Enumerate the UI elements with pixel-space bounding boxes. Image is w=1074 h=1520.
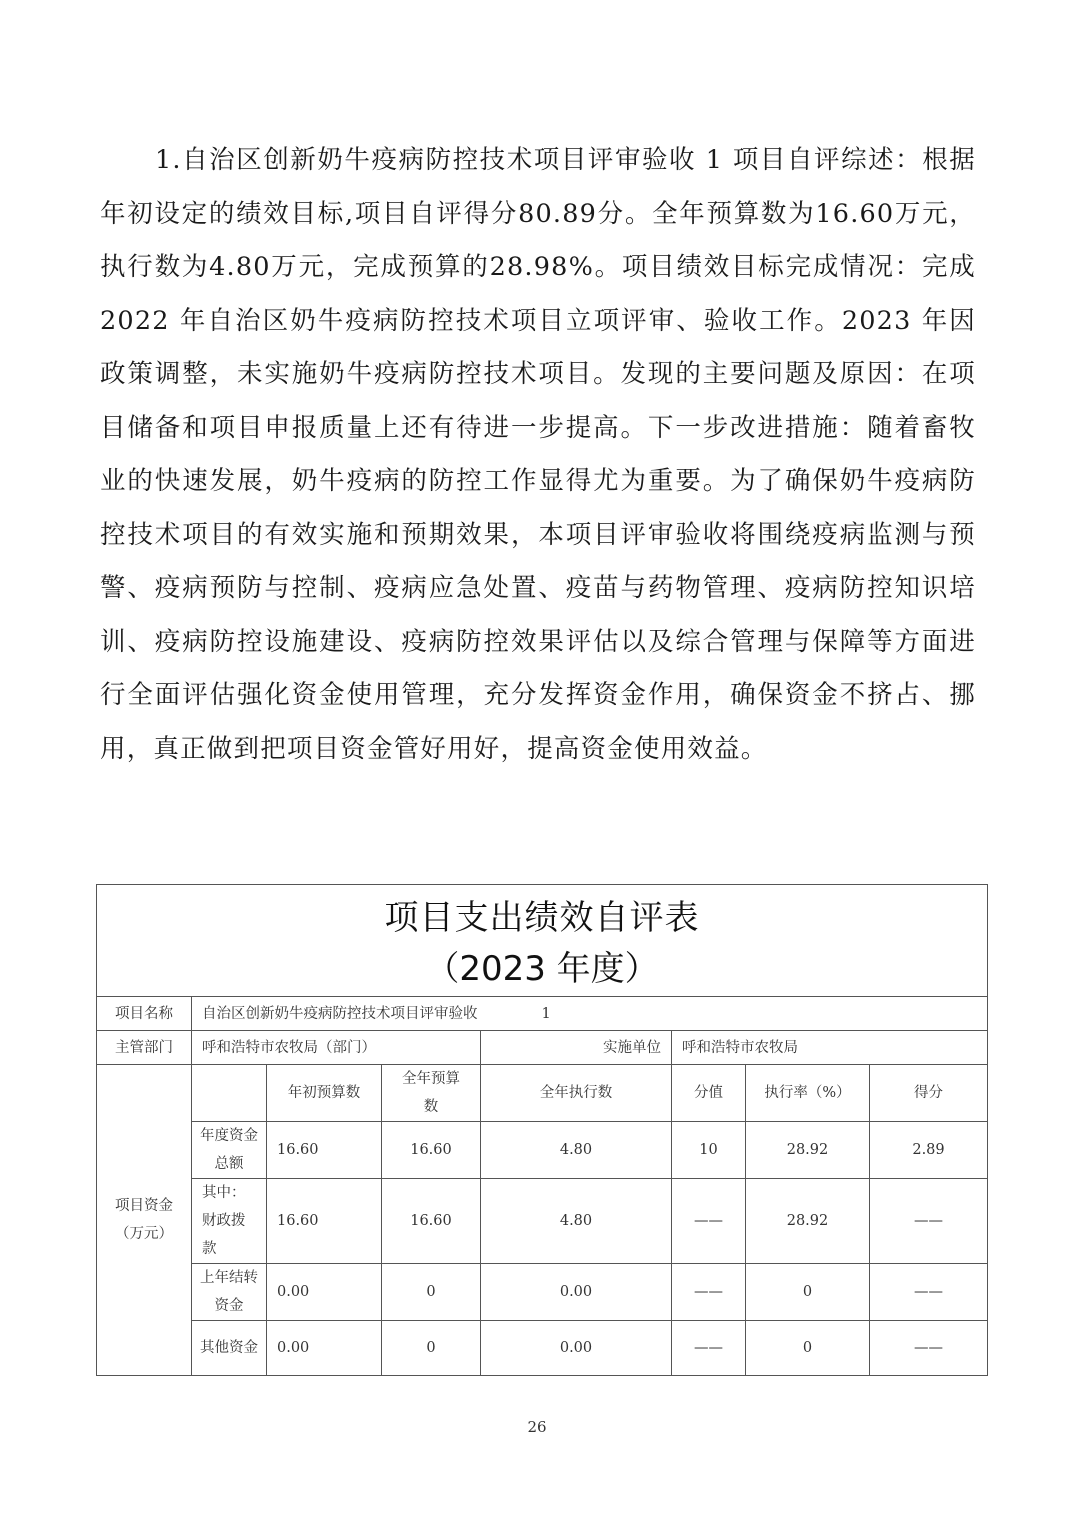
cell-score-value: ——: [672, 1264, 746, 1321]
funds-label: [97, 1065, 192, 1376]
cell-executed: 4.80: [481, 1122, 672, 1179]
funds-header-row: [97, 1065, 988, 1122]
performance-self-evaluation-table: [96, 884, 988, 1376]
cell-score: ——: [870, 1264, 988, 1321]
cell-initial: 16.60: [267, 1179, 382, 1264]
cell-annual: 0: [382, 1264, 481, 1321]
cell-annual: 16.60: [382, 1179, 481, 1264]
cell-executed: 0.00: [481, 1321, 672, 1376]
row-label: 年度资金总额: [192, 1122, 267, 1179]
header-annual-budget: 全年预算数: [382, 1065, 481, 1122]
header-initial-budget: 年初预算数: [267, 1065, 382, 1122]
summary-paragraph: 1.自治区创新奶牛疫病防控技术项目评审验收 1 项目自评综述：根据年初设定的绩效目标,项目自评得分80.89分。全年预算数为16.60万元，执行数为4.80万元，完成预算的28.98%。项目绩效目标完成情况：完成 2022 年自治区奶牛疫病防控技术项目立项评审、验收工作。2023 年因政策调整，未实施奶牛疫病防控技术项目。发现的主要问题及原因：在项目储备和项目申报质量上还有待进一步提高。下一步改进措施：随着畜牧业的快速发展，奶牛疫病的防控工作显得尤为重要。为了确保奶牛疫病防控技术项目的有效实施和预期效果，本项目评审验收将围绕疫病监测与预警、疫病预防与控制、疫病应急处置、疫苗与药物管理、疫病防控知识培训、疫病防控设施建设、疫病防控效果评估以及综合管理与保障等方面进行全面评估强化资金使用管理，充分发挥资金作用，确保资金不挤占、挪用，真正做到把项目资金管好用好，提高资金使用效益。: [100, 145, 976, 764]
table-row: [97, 1321, 988, 1376]
header-score: 得分: [870, 1065, 988, 1122]
row-label: 上年结转资金: [192, 1264, 267, 1321]
funds-label-line2: （万元）: [115, 1226, 173, 1242]
cell-initial: 16.60: [267, 1122, 382, 1179]
cell-rate: 28.92: [746, 1122, 870, 1179]
cell-score: ——: [870, 1321, 988, 1376]
row-label: 其他资金: [192, 1321, 267, 1376]
row-label: 其中：财政拨款: [192, 1179, 267, 1264]
project-name-value: 自治区创新奶牛疫病防控技术项目评审验收: [202, 1005, 478, 1022]
table-subtitle: （2023 年度）: [425, 948, 659, 989]
header-score-value: 分值: [672, 1065, 746, 1122]
header-execution-rate: 执行率（%）: [746, 1065, 870, 1122]
cell-rate: 28.92: [746, 1179, 870, 1264]
cell-executed: 4.80: [481, 1179, 672, 1264]
impl-label: 实施单位: [481, 1031, 672, 1065]
header-annual-executed: 全年执行数: [481, 1065, 672, 1122]
cell-score-value: ——: [672, 1321, 746, 1376]
project-name-value-cell: [192, 997, 988, 1031]
table-title: 项目支出绩效自评表: [384, 897, 700, 938]
dept-label: 主管部门: [97, 1031, 192, 1065]
header-blank: [192, 1065, 267, 1122]
project-name-suffix: 1: [541, 1005, 551, 1022]
cell-rate: 0: [746, 1321, 870, 1376]
dept-value: 呼和浩特市农牧局（部门）: [192, 1031, 481, 1065]
table-row: [97, 1122, 988, 1179]
cell-initial: 0.00: [267, 1264, 382, 1321]
project-name-label: 项目名称: [97, 997, 192, 1031]
page-number: 26: [527, 1418, 547, 1436]
table-row: [97, 1179, 988, 1264]
table-row: [97, 1264, 988, 1321]
department-row: [97, 1031, 988, 1065]
funds-label-line1: 项目资金: [115, 1198, 173, 1214]
cell-annual: 0: [382, 1321, 481, 1376]
impl-value: 呼和浩特市农牧局: [672, 1031, 988, 1065]
cell-rate: 0: [746, 1264, 870, 1321]
cell-executed: 0.00: [481, 1264, 672, 1321]
cell-annual: 16.60: [382, 1122, 481, 1179]
project-name-row: [97, 997, 988, 1031]
cell-score: 2.89: [870, 1122, 988, 1179]
cell-score: ——: [870, 1179, 988, 1264]
cell-score-value: 10: [672, 1122, 746, 1179]
cell-score-value: ——: [672, 1179, 746, 1264]
table-title-cell: [97, 885, 988, 997]
cell-initial: 0.00: [267, 1321, 382, 1376]
